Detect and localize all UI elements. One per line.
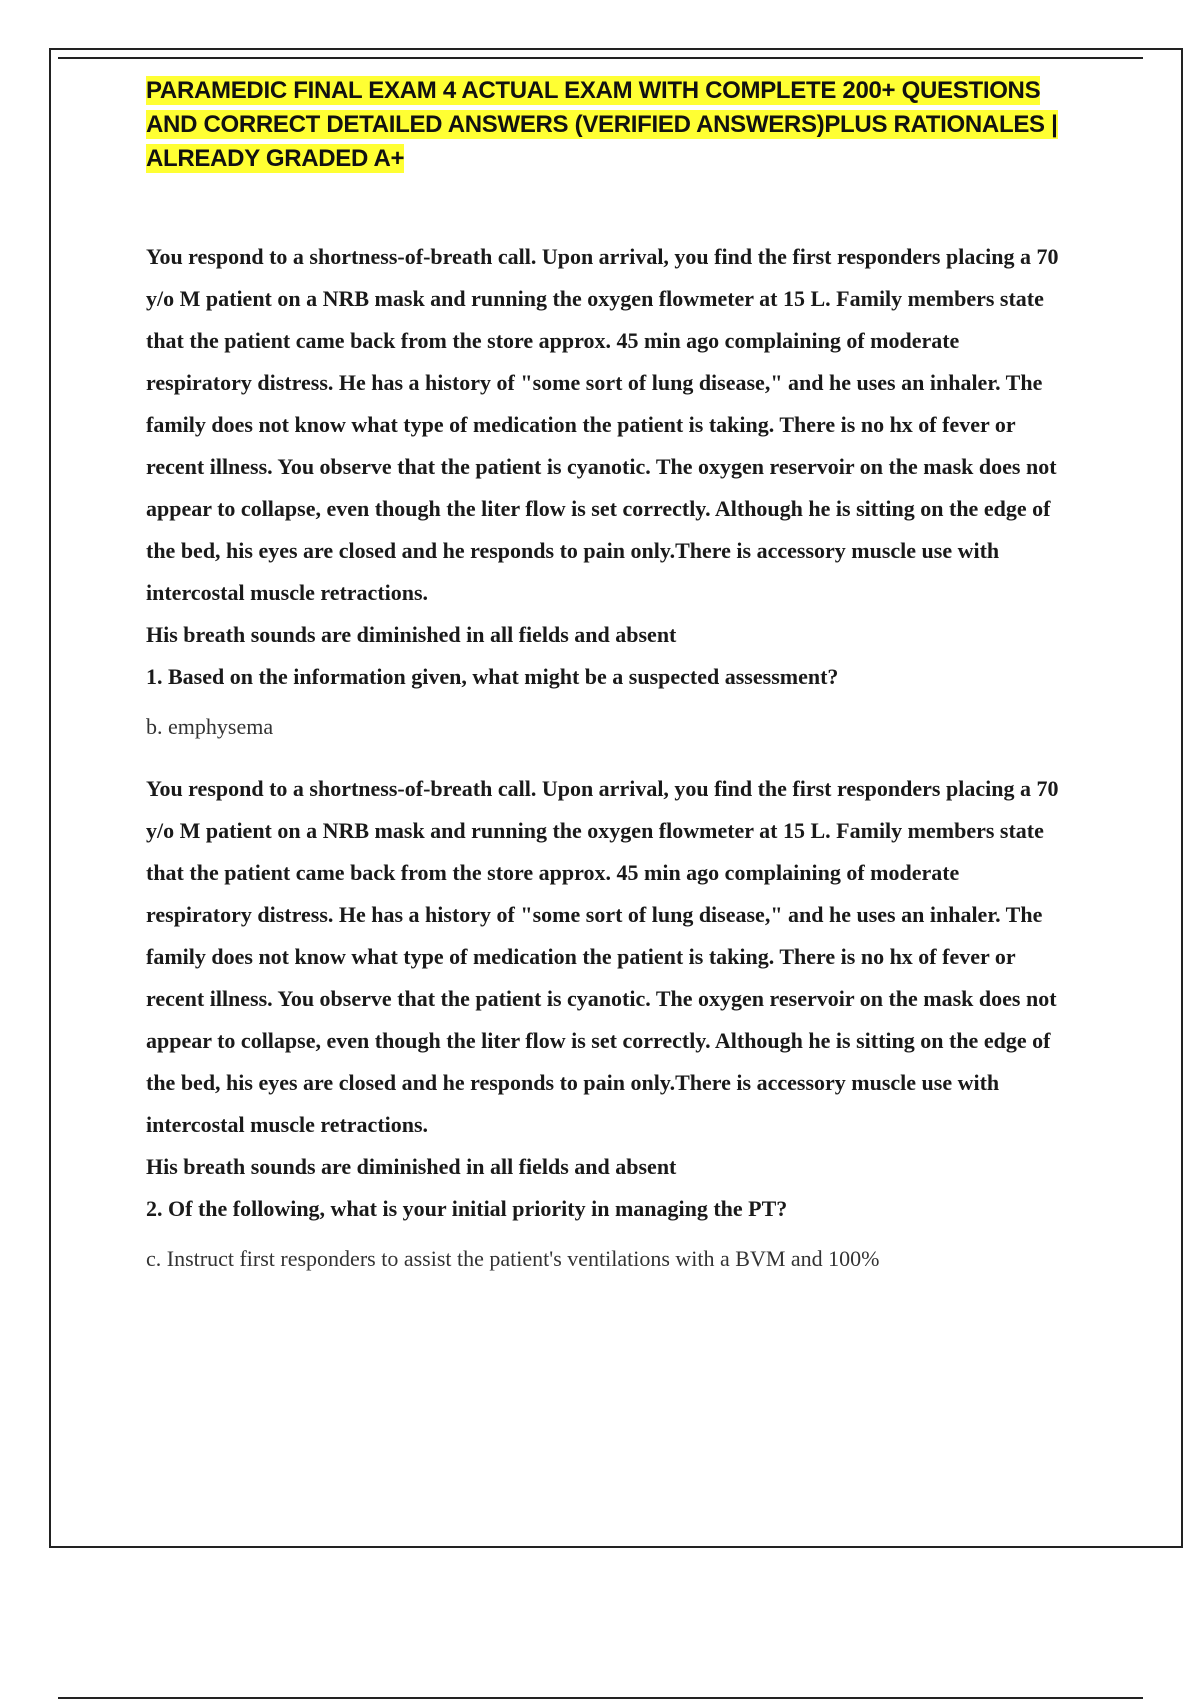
question-answer: c. Instruct first responders to assist the patient's ventilations with a BVM and 100%: [146, 1246, 880, 1271]
document-title: [146, 74, 1066, 176]
question-breath-sounds: His breath sounds are diminished in all fields and absent: [146, 622, 677, 647]
top-divider: [58, 57, 1143, 59]
bottom-divider: [58, 1697, 1143, 1699]
question-breath-sounds: His breath sounds are diminished in all fields and absent: [146, 1154, 677, 1179]
question-block-2: [146, 768, 1066, 1274]
question-prompt: 1. Based on the information given, what might be a suspected assessment?: [146, 664, 839, 689]
question-scenario: You respond to a shortness-of-breath call. Upon arrival, you find the first responders placing a 70 y/o M patient on a NRB mask and running the oxygen flowmeter at 15 L. Family members state that the patient came back from the store approx. 45 min ago complaining of moderate respiratory distress. He has a history of "some sort of lung disease," and he uses an inhaler. The family does not know what type of medication the patient is taking. There is no hx of fever or recent illness. You observe that the patient is cyanotic. The oxygen reservoir on the mask does not appear to collapse, even though the liter flow is set correctly. Although he is sitting on the edge of the bed, his eyes are closed and he responds to pain only.There is accessory muscle use with intercostal muscle retractions.: [146, 244, 1059, 605]
title-highlight: PARAMEDIC FINAL EXAM 4 ACTUAL EXAM WITH COMPLETE 200+ QUESTIONS AND CORRECT DETAILED ANSWERS (VERIFIED ANSWERS)PLUS RATIONALES | ALREADY GRADED A+: [146, 77, 1058, 172]
question-block-1: [146, 236, 1066, 742]
question-scenario: You respond to a shortness-of-breath call. Upon arrival, you find the first responders placing a 70 y/o M patient on a NRB mask and running the oxygen flowmeter at 15 L. Family members state that the patient came back from the store approx. 45 min ago complaining of moderate respiratory distress. He has a history of "some sort of lung disease," and he uses an inhaler. The family does not know what type of medication the patient is taking. There is no hx of fever or recent illness. You observe that the patient is cyanotic. The oxygen reservoir on the mask does not appear to collapse, even though the liter flow is set correctly. Although he is sitting on the edge of the bed, his eyes are closed and he responds to pain only.There is accessory muscle use with intercostal muscle retractions.: [146, 776, 1059, 1137]
question-answer: b. emphysema: [146, 714, 274, 739]
question-prompt: 2. Of the following, what is your initial priority in managing the PT?: [146, 1196, 788, 1221]
document-body: [146, 74, 1066, 1300]
